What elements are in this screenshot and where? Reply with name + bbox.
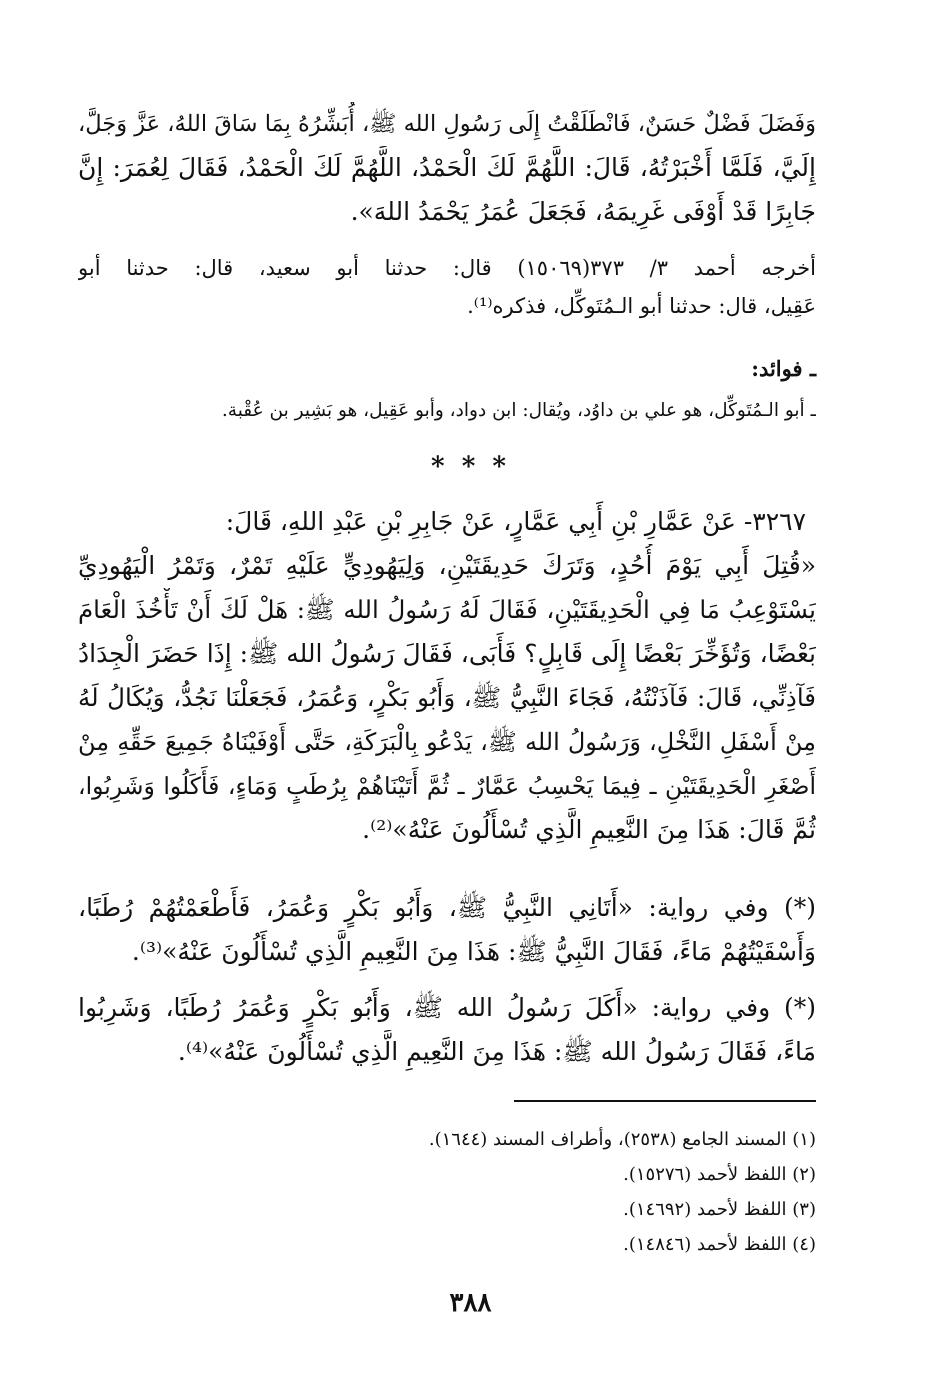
- text-line: مَاءً، فَقَالَ رَسُولُ الله ﷺ: هَذَا مِنَ النَّعِيمِ الَّذِي تُسْأَلُونَ عَنْهُ»⁽⁴⁾.: [177, 1037, 816, 1066]
- text-line: أَصْغَرِ الْحَدِيقَتَيْنِ ـ فِيمَا يَحْسِبُ عَمَّارٌ ـ ثُمَّ أَتَيْنَاهُمْ بِرُطَبٍ وَمَاءٍ، فَأَكَلُوا وَشَرِبُوا،: [78, 772, 816, 800]
- footnote-1: (١) المسند الجامع (٢٥٣٨)، وأطراف المسند (١٦٤٤).: [428, 1129, 816, 1150]
- text-line: جَابِرًا قَدْ أَوْفَى غَرِيمَهُ، فَجَعَلَ عُمَرُ يَحْمَدُ اللهَ».: [350, 197, 816, 226]
- text-line: عَقِيل، قال: حدثنا أبو الـمُتَوكِّل، فذكره⁽¹⁾.: [467, 294, 816, 318]
- riwaya-2: [78, 986, 816, 1074]
- text-line: يَسْتَوْعِبُ مَا فِي الْحَدِيقَتَيْنِ، فَقَالَ لَهُ رَسُولُ الله ﷺ: هَلْ لَكَ أَنْ تَأْخُذَ الْعَامَ: [78, 595, 816, 624]
- text-line: (*) وفي رواية: «أَكَلَ رَسُولُ الله ﷺ، وَأَبُو بَكْرٍ وَعُمَرُ رُطَبًا، وَشَرِبُوا: [78, 993, 816, 1022]
- fawaid-heading: ـ فوائد:: [751, 356, 816, 381]
- hadith-3267: [78, 500, 816, 852]
- page-number: ٣٨٨: [449, 1288, 492, 1318]
- text-line: مِنْ أَسْفَلِ النَّخْلِ، وَرَسُولُ الله ﷺ، يَدْعُو بِالْبَرَكَةِ، حَتَّى أَوْفَيْنَاهُ جَمِيعَ حَقِّهِ مِنْ: [78, 728, 816, 756]
- footnote-3: (٣) اللفظ لأحمد (١٤٦٩٢).: [623, 1199, 816, 1220]
- text-line: وَفَضَلَ فَضْلٌ حَسَنٌ، فَانْطَلَقْتُ إِلَى رَسُولِ الله ﷺ، أُبَشِّرُهُ بِمَا سَاقَ اللهُ، عَزَّ وَجَلَّ،: [78, 111, 816, 137]
- footnote-4: (٤) اللفظ لأحمد (١٤٨٤٦).: [623, 1234, 816, 1255]
- footnote-2: (٢) اللفظ لأحمد (١٥٢٧٦).: [623, 1164, 816, 1185]
- riwaya-1: [78, 886, 816, 974]
- takhrij-paragraph: [78, 249, 816, 325]
- fawaid-text: ـ أبو الـمُتَوكِّل، هو علي بن داوُد، ويُقال: ابن دواد، وأبو عَقِيل، هو بَشِير بن عُقْبة.: [221, 400, 816, 421]
- text-line: فَآذِنِّي، قَالَ: فَآذَنْتُهُ، فَجَاءَ النَّبِيُّ ﷺ، وَأَبُو بَكْرٍ، وَعُمَرُ، فَجَعَلْنَا نَجُدُّ، وَيُكَالُ لَهُ: [78, 683, 816, 712]
- text-line: أخرجه أحمد ٣/ ٣٧٣(١٥٠٦٩) قال: حدثنا أبو سعيد، قال: حدثنا أبو: [78, 256, 816, 280]
- text-line: بَعْضًا، وَتُؤَخِّرَ بَعْضًا إِلَى قَابِلٍ؟ فَأَبَى، فَقَالَ رَسُولُ الله ﷺ: إِذَا حَضَرَ الْجِدَادُ: [78, 639, 816, 668]
- hadith-continuation: [78, 102, 816, 234]
- footnote-divider: [514, 1100, 816, 1102]
- text-line: إِلَيَّ، فَلَمَّا أَخْبَرْتُهُ، قَالَ: اللَّهُمَّ لَكَ الْحَمْدُ، اللَّهُمَّ لَكَ الْحَمْدُ، فَقَالَ لِعُمَرَ: إِنَّ: [78, 153, 816, 182]
- fawaid-section: [78, 350, 816, 428]
- text-line: ثُمَّ قَالَ: هَذَا مِنَ النَّعِيمِ الَّذِي تُسْأَلُونَ عَنْهُ»⁽²⁾.: [362, 815, 816, 844]
- section-separator: * * *: [431, 452, 510, 482]
- text-line: «قُتِلَ أَبِي يَوْمَ أُحُدٍ، وَتَرَكَ حَدِيقَتَيْنِ، وَلِيَهُودِيٍّ عَلَيْهِ تَمْرٌ، وَتَمْرُ الْيَهُودِيِّ: [78, 551, 816, 580]
- hadith-number-line: ٣٢٦٧- عَنْ عَمَّارِ بْنِ أَبِي عَمَّارٍ، عَنْ جَابِرِ بْنِ عَبْدِ اللهِ، قَالَ:: [225, 507, 806, 536]
- footnotes: [420, 1122, 816, 1262]
- text-line: (*) وفي رواية: «أَتَانِي النَّبِيُّ ﷺ، وَأَبُو بَكْرٍ وَعُمَرُ، فَأَطْعَمْتُهُمْ رُطَبًا،: [78, 893, 816, 922]
- text-line: وَأَسْقَيْتُهُمْ مَاءً، فَقَالَ النَّبِيُّ ﷺ: هَذَا مِنَ النَّعِيمِ الَّذِي تُسْأَلُونَ عَنْهُ»⁽³⁾.: [131, 937, 816, 966]
